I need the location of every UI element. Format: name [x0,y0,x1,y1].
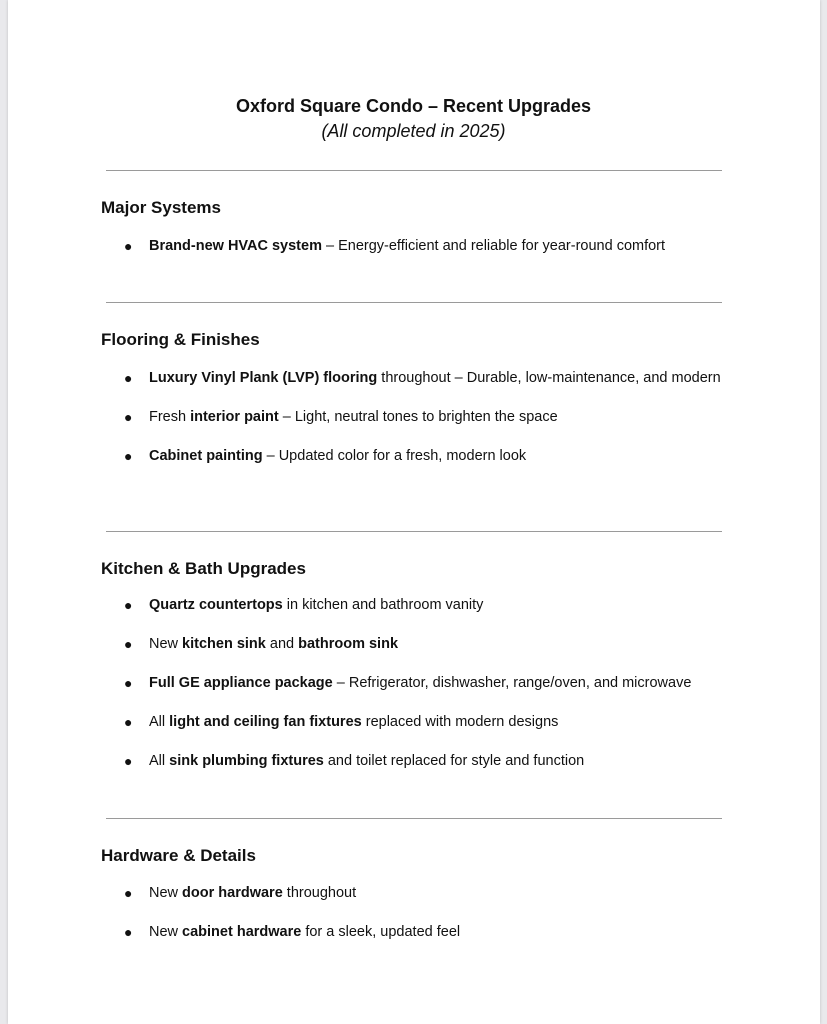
item-emphasis: interior paint [190,409,279,425]
bullet-list [101,596,741,771]
list-item [101,674,741,693]
section-major-systems [101,197,741,256]
item-emphasis: kitchen sink [182,636,266,652]
bullet-list [101,237,741,256]
list-item [101,884,741,903]
document-title: Oxford Square Condo – Recent Upgrades [235,96,592,116]
item-emphasis: Quartz countertops [149,597,283,613]
item-emphasis: Brand-new HVAC system [149,238,322,254]
bullet-icon: ● [124,885,133,901]
bullet-icon: ● [124,675,133,691]
item-text: New [149,636,183,652]
divider [106,170,722,171]
item-text: throughout [282,885,357,901]
document-header [0,94,827,143]
list-item [101,596,741,615]
section-flooring-finishes [101,329,741,466]
bullet-icon: ● [124,924,133,940]
item-emphasis: sink plumbing fixtures [169,753,324,769]
bullet-icon: ● [124,597,133,613]
list-item [101,369,741,388]
item-text: throughout – Durable, low-maintenance, and modern [377,370,721,386]
section-heading: Hardware & Details [101,846,256,865]
item-text: for a sleek, updated feel [301,924,461,940]
item-text: New [149,924,183,940]
bullet-icon: ● [124,448,133,464]
bullet-icon: ● [124,714,133,730]
list-item [101,447,741,466]
bullet-list [101,369,741,466]
bullet-list [101,884,741,942]
item-text: in kitchen and bathroom vanity [282,597,484,613]
item-emphasis: Full GE appliance package [149,675,333,691]
item-text: and [265,636,299,652]
item-emphasis: cabinet hardware [182,924,302,940]
item-text: All [149,714,170,730]
divider [106,302,722,303]
bullet-icon: ● [124,409,133,425]
bullet-icon: ● [124,753,133,769]
item-emphasis: Luxury Vinyl Plank (LVP) flooring [149,370,378,386]
list-item [101,408,741,427]
bullet-icon: ● [124,370,133,386]
divider [106,531,722,532]
item-text: and toilet replaced for style and function [323,753,585,769]
section-heading: Flooring & Finishes [101,330,260,349]
bullet-icon: ● [124,636,133,652]
section-hardware-details [101,845,741,942]
item-text: – Light, neutral tones to brighten the space [278,409,558,425]
item-text: replaced with modern designs [361,714,559,730]
list-item [101,752,741,771]
item-emphasis: light and ceiling fan fixtures [169,714,362,730]
section-heading: Major Systems [101,198,221,217]
item-emphasis: door hardware [182,885,283,901]
item-text: All [149,753,170,769]
section-heading: Kitchen & Bath Upgrades [101,559,306,578]
list-item [101,713,741,732]
list-item [101,635,741,654]
item-text: – Updated color for a fresh, modern look [262,448,527,464]
list-item [101,923,741,942]
item-text: New [149,885,183,901]
item-emphasis: bathroom sink [298,636,399,652]
list-item [101,237,741,256]
item-text: – Refrigerator, dishwasher, range/oven, and microwave [332,675,692,691]
item-emphasis: Cabinet painting [149,448,263,464]
bullet-icon: ● [124,238,133,254]
section-kitchen-bath-upgrades [101,558,741,771]
document-subtitle: (All completed in 2025) [321,121,506,141]
item-text: Fresh [149,409,191,425]
divider [106,818,722,819]
item-text: – Energy-efficient and reliable for year-round comfort [321,238,666,254]
